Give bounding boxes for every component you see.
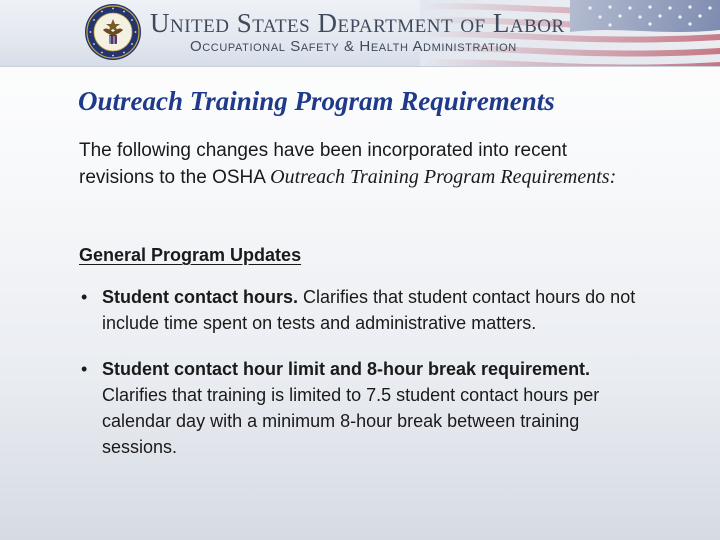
- bullet-icon: •: [81, 359, 88, 379]
- bullet-lead: Student contact hours.: [102, 287, 299, 307]
- department-name: United States Department of Labor: [150, 8, 565, 38]
- header-banner: [0, 0, 720, 67]
- list-item: [79, 356, 659, 460]
- slide-title: Outreach Training Program Requirements: [78, 86, 555, 116]
- list-item: [79, 284, 659, 336]
- agency-name: Occupational Safety & Health Administration: [190, 38, 517, 55]
- intro-text: The following changes have been incorporated into recent revisions to the OSHA: [79, 140, 567, 188]
- bullet-text: Clarifies that student contact hours do not include time spent on tests and administrative matters.: [102, 287, 636, 333]
- intro-emphasis: Outreach Training Program Requirements: [270, 166, 610, 188]
- update-list: [79, 284, 659, 480]
- bullet-lead: Student contact hour limit and 8-hour break requirement.: [102, 359, 591, 379]
- section-heading: General Program Updates: [79, 245, 302, 265]
- bullet-text: Clarifies that training is limited to 7.5 student contact hours per calendar day with a minimum 8-hour break between training sessions.: [102, 385, 600, 457]
- bullet-icon: •: [81, 287, 88, 307]
- intro-paragraph: [79, 138, 639, 191]
- dol-seal-icon: [84, 3, 142, 61]
- intro-colon: :: [609, 166, 617, 188]
